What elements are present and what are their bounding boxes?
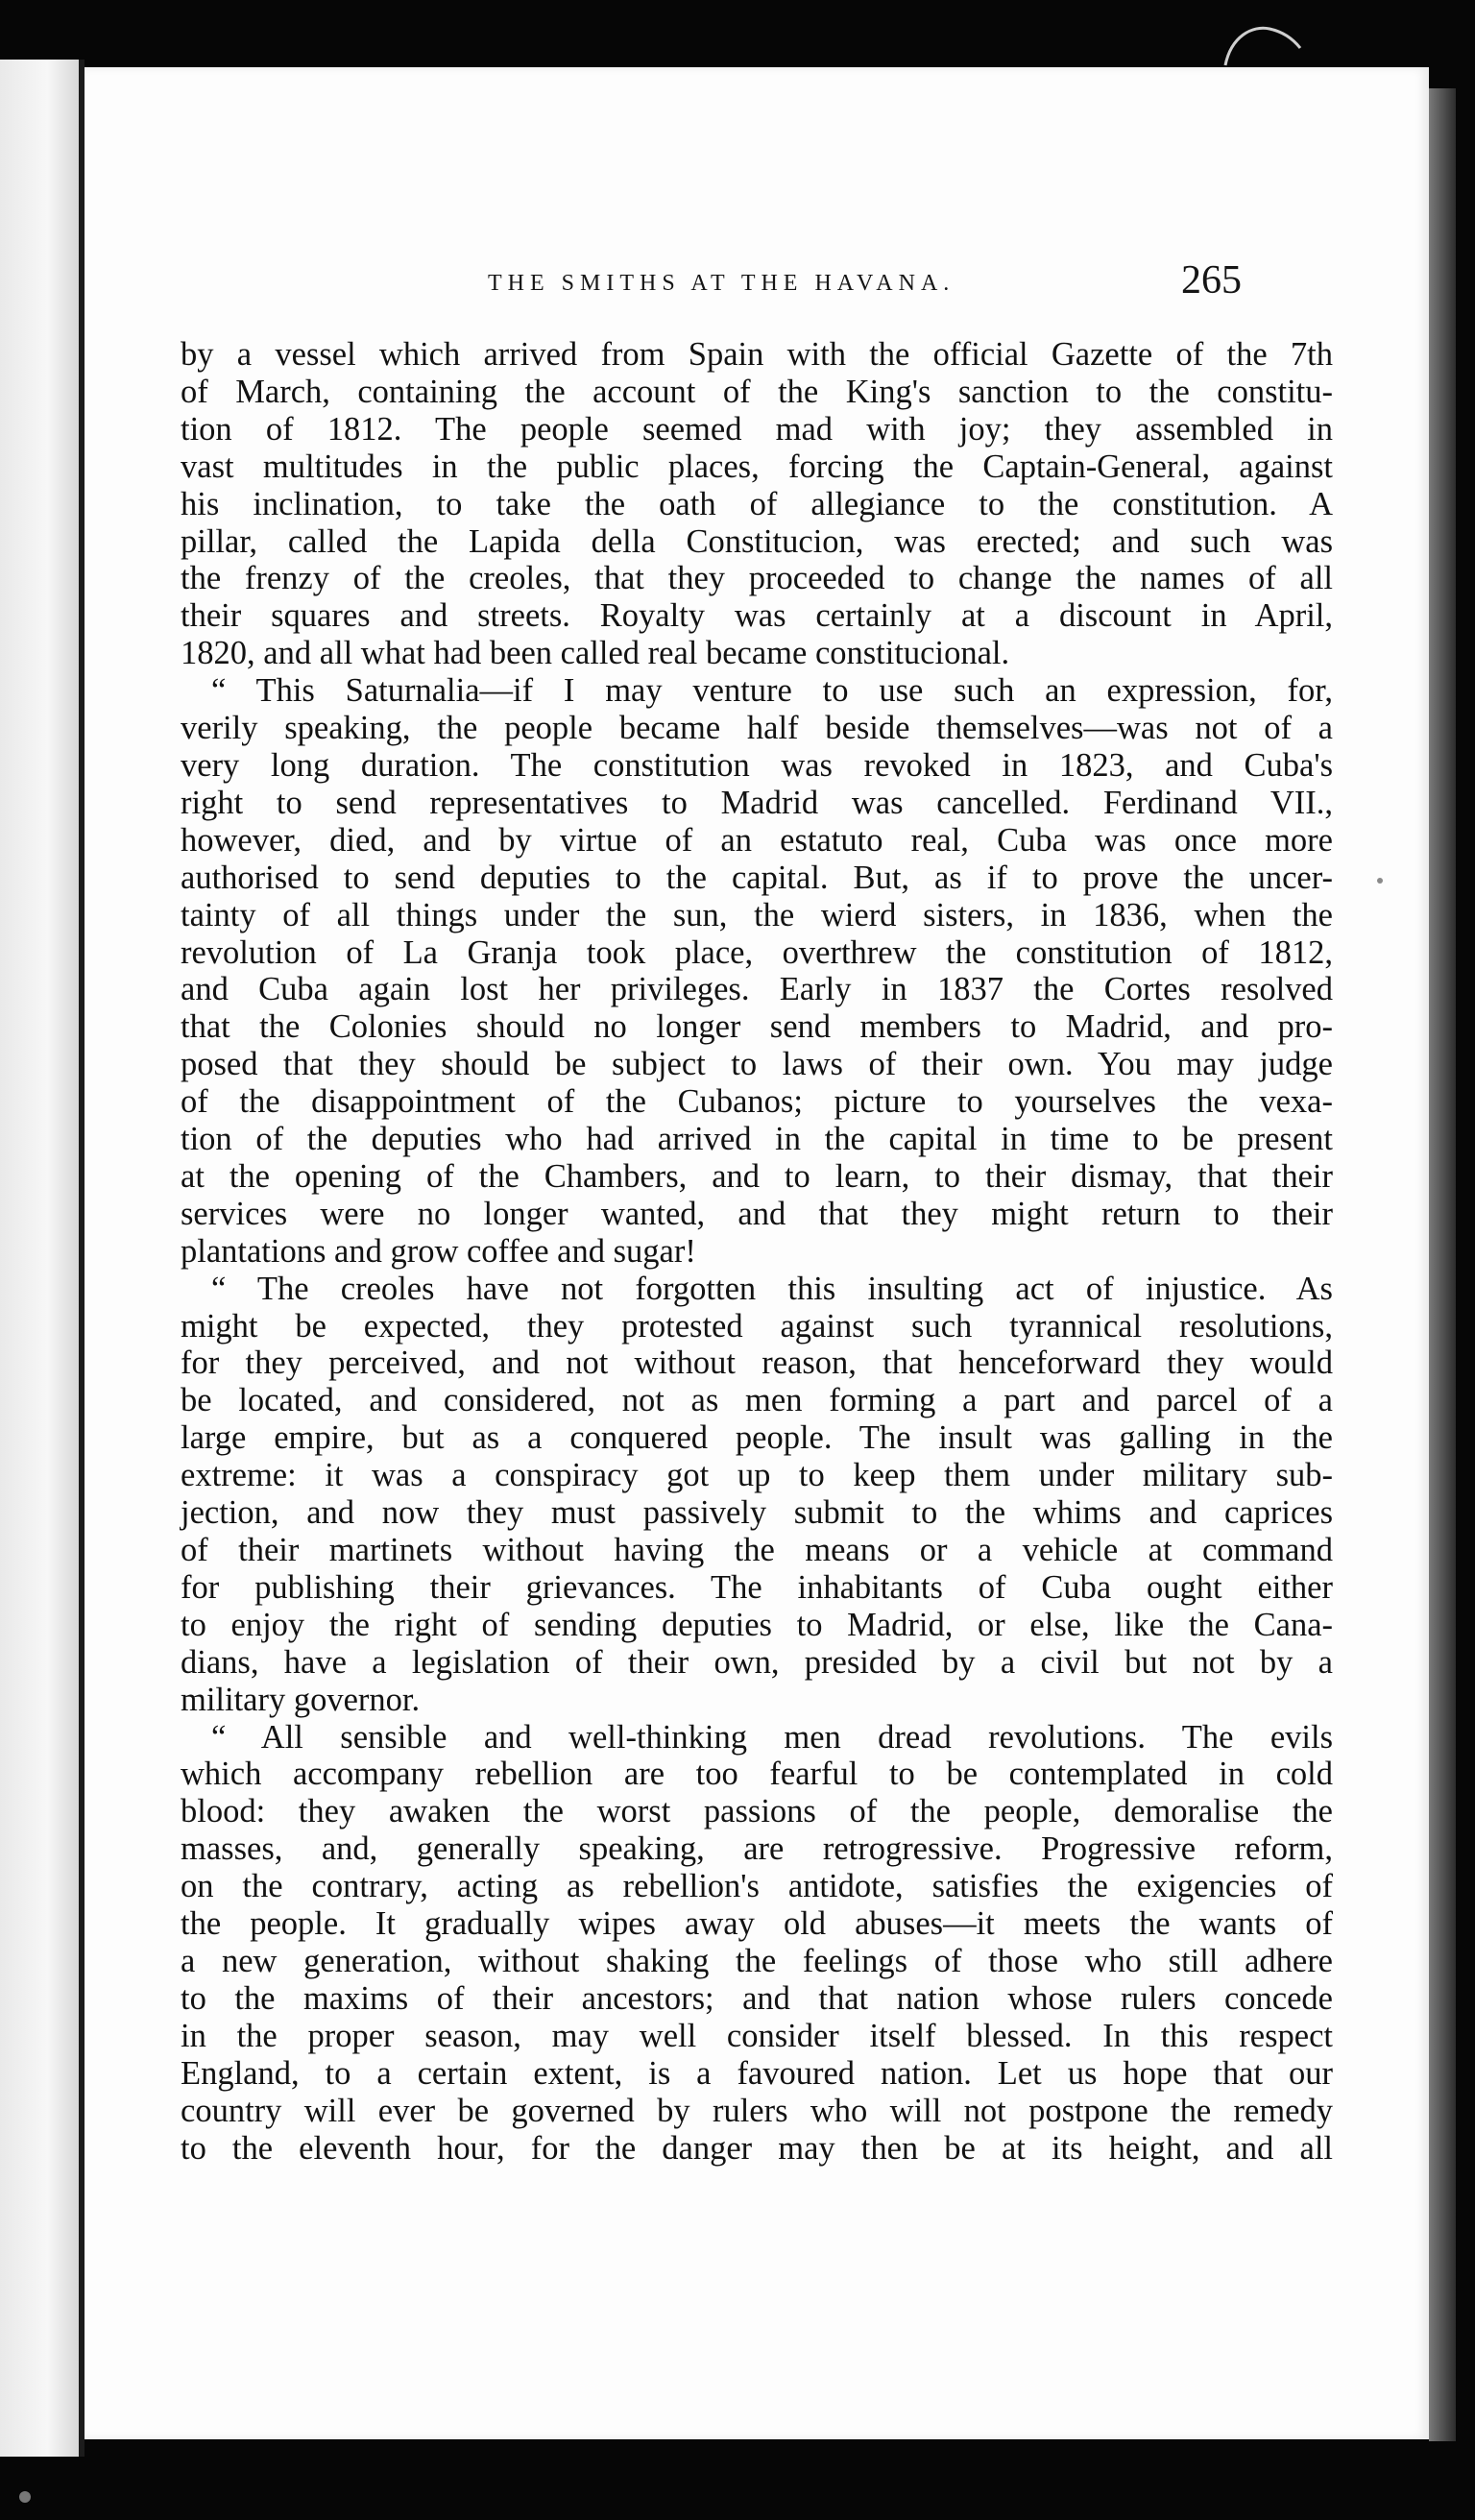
text-line: of their martinets without having the means or a vehicle at command xyxy=(181,1532,1333,1568)
text-line: tainty of all things under the sun, the wierd sisters, in 1836, when the xyxy=(181,896,1333,933)
text-line: plantations and grow coffee and sugar! xyxy=(181,1232,696,1270)
text-line: a new generation, without shaking the feelings of those who still adhere xyxy=(181,1942,1333,1979)
running-head: THE SMITHS AT THE HAVANA. xyxy=(488,271,955,296)
text-line: to the maxims of their ancestors; and that nation whose rulers concede xyxy=(181,1979,1333,2017)
text-line: that the Colonies should no longer send members to Madrid, and pro- xyxy=(181,1008,1333,1046)
text-line: verily speaking, the people became half beside themselves—was not of a xyxy=(181,710,1333,747)
text-line: to the eleventh hour, for the danger may then be at its height, and all xyxy=(181,2129,1333,2167)
text-line: on the contrary, acting as rebellion's antidote, satisfies the exigencies of xyxy=(181,1868,1333,1905)
text-line: be located, and considered, not as men forming a part and parcel of a xyxy=(181,1382,1333,1419)
text-line: of March, containing the account of the King's sanction to the constitu- xyxy=(181,373,1333,410)
text-line: his inclination, to take the oath of allegiance to the constitution. A xyxy=(181,485,1333,522)
text-line: posed that they should be subject to laws of their own. You may judge xyxy=(181,1046,1333,1083)
text-line: “ The creoles have not forgotten this insulting act of injustice. As xyxy=(211,1270,1333,1307)
text-line: in the proper season, may well consider itself blessed. In this respect xyxy=(181,2017,1333,2054)
text-line: at the opening of the Chambers, and to learn, to their dismay, that their xyxy=(181,1157,1333,1195)
text-line: large empire, but as a conquered people. The insult was galling in the xyxy=(181,1419,1333,1457)
text-line: the frenzy of the creoles, that they proceeded to change the names of all xyxy=(181,560,1333,597)
text-line: jection, and now they must passively submit to the whims and caprices xyxy=(181,1494,1333,1532)
text-line: for they perceived, and not without reason, that henceforward they would xyxy=(181,1345,1333,1382)
paragraph xyxy=(181,1271,1333,1719)
text-line: country will ever be governed by rulers who will not postpone the remedy xyxy=(181,2092,1333,2129)
paragraph xyxy=(181,1719,1333,2168)
corner-speck xyxy=(19,2491,31,2503)
text-line: pillar, called the Lapida della Constitucion, was erected; and such was xyxy=(181,522,1333,560)
text-line: services were no longer wanted, and that they might return to their xyxy=(181,1195,1333,1232)
text-line: “ All sensible and well-thinking men dread revolutions. The evils xyxy=(211,1718,1333,1756)
book-page xyxy=(85,67,1429,2439)
text-line: revolution of La Granja took place, overthrew the constitution of 1812, xyxy=(181,933,1333,971)
ink-speck xyxy=(1377,878,1383,884)
text-line: the people. It gradually wipes away old abuses—it meets the wants of xyxy=(181,1905,1333,1943)
paragraph xyxy=(181,672,1333,1271)
text-line: might be expected, they protested against such tyrannical resolutions, xyxy=(181,1307,1333,1345)
text-line: right to send representatives to Madrid was cancelled. Ferdinand VII., xyxy=(181,784,1333,821)
text-line: which accompany rebellion are too fearful to be contemplated in cold xyxy=(181,1756,1333,1793)
text-line: England, to a certain extent, is a favoured nation. Let us hope that our xyxy=(181,2054,1333,2092)
page-header xyxy=(85,257,1429,315)
text-line: their squares and streets. Royalty was certainly at a discount in April, xyxy=(181,597,1333,635)
text-line: by a vessel which arrived from Spain with the official Gazette of the 7th xyxy=(181,336,1333,373)
page-edge-shadow xyxy=(1429,88,1456,2441)
text-line: however, died, and by virtue of an estatuto real, Cuba was once more xyxy=(181,821,1333,859)
text-line: tion of 1812. The people seemed mad with joy; they assembled in xyxy=(181,410,1333,448)
text-line: “ This Saturnalia—if I may venture to use such an expression, for, xyxy=(211,672,1333,710)
text-line: masses, and, generally speaking, are retrogressive. Progressive reform, xyxy=(181,1830,1333,1868)
page-number: 265 xyxy=(1181,258,1242,303)
facing-page-edge xyxy=(0,60,79,2457)
text-line: and Cuba again lost her privileges. Early in 1837 the Cortes resolved xyxy=(181,971,1333,1008)
text-line: military governor. xyxy=(181,1681,421,1718)
text-line: dians, have a legislation of their own, presided by a civil but not by a xyxy=(181,1643,1333,1681)
text-line: 1820, and all what had been called real became constitucional. xyxy=(181,635,1010,672)
text-line: to enjoy the right of sending deputies to Madrid, or else, like the Cana- xyxy=(181,1606,1333,1643)
text-line: blood: they awaken the worst passions of the people, demoralise the xyxy=(181,1793,1333,1830)
text-line: vast multitudes in the public places, forcing the Captain-General, against xyxy=(181,448,1333,485)
paragraph xyxy=(181,336,1333,672)
text-line: very long duration. The constitution was revoked in 1823, and Cuba's xyxy=(181,746,1333,784)
text-line: for publishing their grievances. The inhabitants of Cuba ought either xyxy=(181,1568,1333,1606)
body-text xyxy=(181,336,1333,2167)
text-line: tion of the deputies who had arrived in the capital in time to be present xyxy=(181,1121,1333,1158)
text-line: of the disappointment of the Cubanos; picture to yourselves the vexa- xyxy=(181,1083,1333,1121)
text-line: extreme: it was a conspiracy got up to keep them under military sub- xyxy=(181,1457,1333,1494)
text-line: authorised to send deputies to the capital. But, as if to prove the uncer- xyxy=(181,859,1333,896)
